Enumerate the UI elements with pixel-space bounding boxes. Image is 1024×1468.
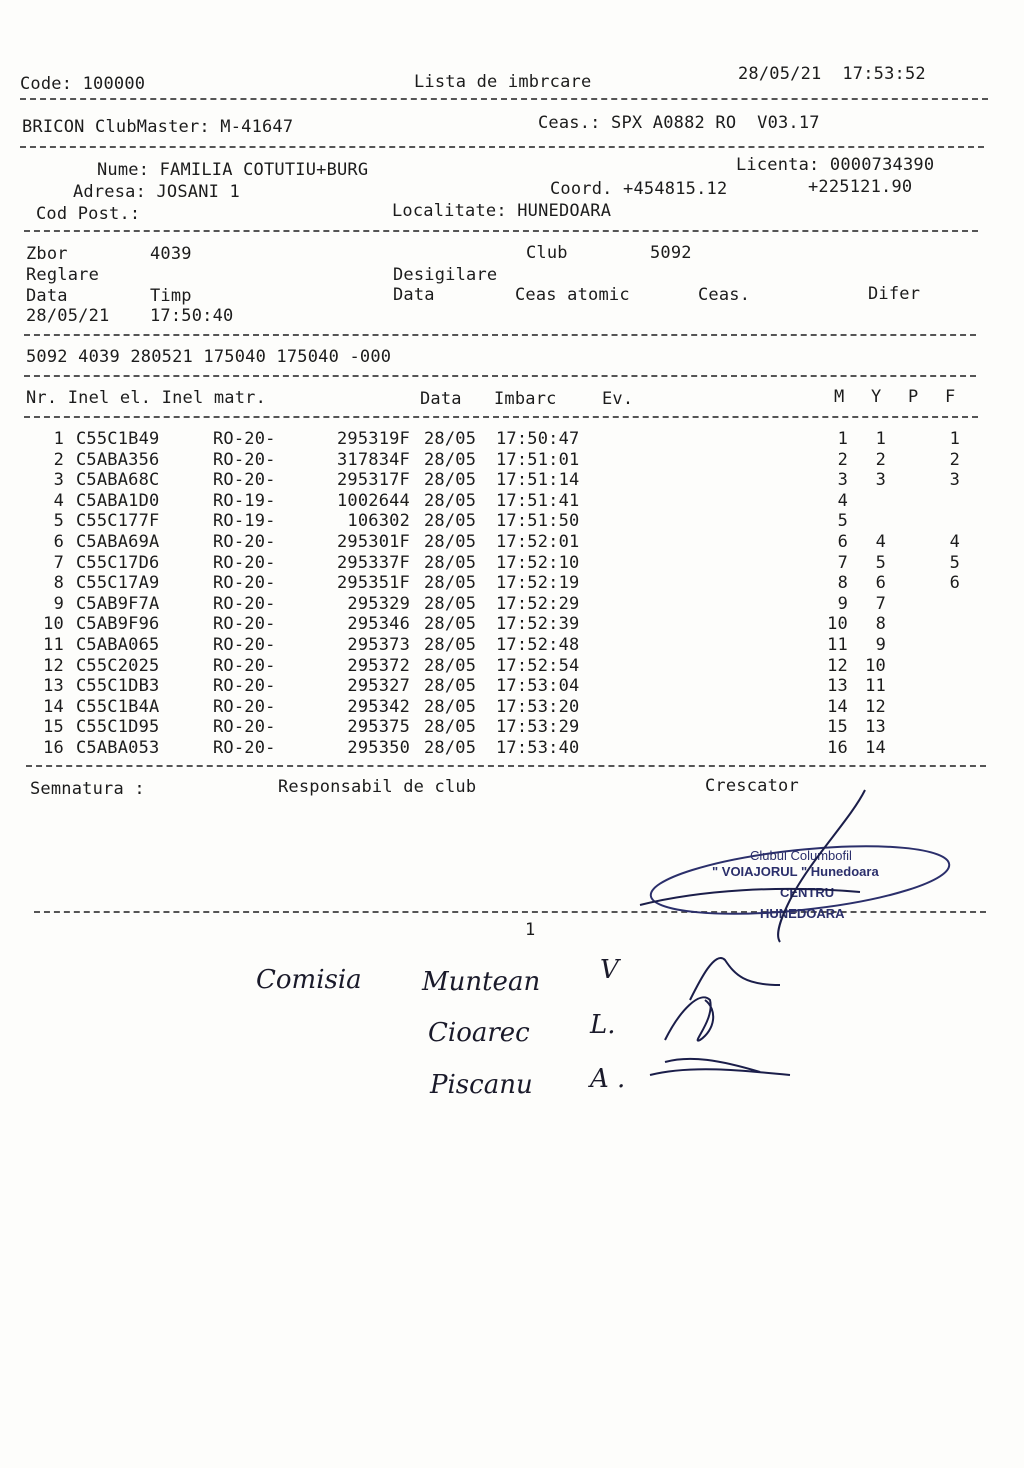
cell-el: C55C177F [76, 511, 160, 532]
cell-m: 1 [837, 429, 848, 449]
club-label: Club [526, 243, 568, 263]
cell-time: 17:52:10 [496, 552, 580, 573]
cell-y: 14 [865, 738, 886, 758]
cell-el: C55C2025 [76, 655, 160, 676]
cell-time: 17:52:29 [496, 593, 580, 614]
cell-nr: 16 [43, 738, 64, 758]
cell-f: 2 [949, 449, 960, 470]
cell-matr: 106302 [347, 511, 410, 532]
cell-prefix: RO-20- [213, 655, 276, 676]
cell-date: 28/05 [424, 696, 477, 717]
cell-prefix: RO-20- [213, 449, 276, 470]
club-responsible-label: Responsabil de club [278, 777, 477, 797]
cell-date: 28/05 [424, 573, 477, 594]
member-1-initial: V [600, 955, 619, 985]
cell-y: 3 [875, 470, 886, 491]
cell-el: C5ABA065 [76, 635, 160, 655]
owner-address: Adresa: JOSANI 1 [73, 182, 240, 202]
breeder-label: Crescator [705, 776, 799, 796]
cell-date: 28/05 [424, 738, 477, 758]
cell-matr: 295375 [347, 717, 410, 738]
clock-label: Ceas.: SPX A0882 RO V03.17 [538, 113, 820, 133]
cell-nr: 9 [53, 593, 64, 614]
table-header-rings: Nr. Inel el. Inel matr. [26, 388, 267, 408]
cell-date: 28/05 [424, 593, 477, 614]
cell-el: C5ABA053 [76, 738, 160, 758]
cell-time: 17:52:19 [496, 573, 580, 594]
data-label: Data [26, 286, 68, 306]
cell-date: 28/05 [424, 614, 477, 635]
cell-prefix: RO-20- [213, 552, 276, 573]
cell-matr: 295319F [336, 429, 410, 449]
cell-el: C55C1D95 [76, 717, 160, 738]
cell-nr: 5 [53, 511, 64, 532]
cell-time: 17:51:50 [496, 511, 580, 532]
cell-prefix: RO-20- [213, 676, 276, 697]
cell-time: 17:53:20 [496, 696, 580, 717]
commission-handwriting: Comisia [256, 965, 362, 995]
cell-m: 13 [827, 676, 848, 697]
cell-date: 28/05 [424, 470, 477, 491]
cell-prefix: RO-20- [213, 696, 276, 717]
flight-code-line: 5092 4039 280521 175040 175040 -000 [26, 347, 392, 367]
cell-matr: 295327 [347, 676, 410, 697]
cell-m: 3 [837, 470, 848, 491]
cell-f: 4 [949, 532, 960, 552]
cell-matr: 295317F [336, 470, 410, 491]
member-1-name: Muntean [422, 967, 541, 997]
document-title: Lista de imbrcare [414, 72, 592, 92]
timp-label: Timp [150, 286, 192, 306]
cell-m: 15 [827, 717, 848, 738]
cell-el: C5ABA1D0 [76, 490, 160, 511]
cell-el: C5ABA69A [76, 532, 160, 552]
cell-m: 14 [827, 696, 848, 717]
cell-date: 28/05 [424, 635, 477, 655]
cell-el: C5ABA68C [76, 470, 160, 491]
cell-nr: 13 [43, 676, 64, 697]
cell-matr: 295342 [347, 696, 410, 717]
member-3-initial: A . [590, 1064, 626, 1094]
cell-time: 17:51:41 [496, 490, 580, 511]
zbor-label: Zbor [26, 244, 68, 264]
cell-nr: 7 [53, 552, 64, 573]
cell-matr: 295301F [336, 532, 410, 552]
cell-m: 11 [827, 635, 848, 655]
table-header-f: F [945, 387, 956, 407]
cell-prefix: RO-19- [213, 490, 276, 511]
device-label: BRICON ClubMaster: M-41647 [22, 117, 294, 137]
cell-nr: 1 [53, 429, 64, 449]
table-header-y: Y [871, 387, 882, 407]
cell-prefix: RO-20- [213, 614, 276, 635]
license-number: Licenta: 0000734390 [736, 155, 935, 175]
set-time: 17:50:40 [150, 306, 234, 326]
cell-y: 13 [865, 717, 886, 738]
cell-prefix: RO-20- [213, 429, 276, 449]
cell-y: 2 [875, 449, 886, 470]
cell-nr: 10 [43, 614, 64, 635]
cell-time: 17:51:01 [496, 449, 580, 470]
cell-time: 17:53:04 [496, 676, 580, 697]
cell-matr: 1002644 [336, 490, 410, 511]
cell-prefix: RO-20- [213, 635, 276, 655]
cell-m: 6 [837, 532, 848, 552]
cell-f: 5 [949, 552, 960, 573]
cell-m: 10 [827, 614, 848, 635]
signature-label: Semnatura : [30, 779, 145, 799]
member-3-name: Piscanu [430, 1070, 533, 1100]
cell-date: 28/05 [424, 511, 477, 532]
cell-prefix: RO-20- [213, 738, 276, 758]
cell-time: 17:51:14 [496, 470, 580, 491]
club-value: 5092 [650, 243, 692, 263]
cell-date: 28/05 [424, 449, 477, 470]
cell-el: C5AB9F7A [76, 593, 160, 614]
cell-time: 17:53:29 [496, 717, 580, 738]
cell-matr: 295350 [347, 738, 410, 758]
cell-matr: 295373 [347, 635, 410, 655]
cell-date: 28/05 [424, 676, 477, 697]
cell-matr: 295351F [336, 573, 410, 594]
cell-date: 28/05 [424, 655, 477, 676]
cell-m: 5 [837, 511, 848, 532]
cell-y: 5 [875, 552, 886, 573]
table-header-ev: Ev. [602, 389, 634, 409]
member-2-name: Cioarec [428, 1018, 530, 1048]
cell-prefix: RO-20- [213, 532, 276, 552]
stamp-line-3: CENTRU [780, 885, 835, 900]
cell-nr: 14 [43, 696, 64, 717]
cell-nr: 6 [53, 532, 64, 552]
page-number: 1 [525, 920, 536, 940]
coordinates-lon: +225121.90 [808, 177, 913, 197]
coordinates-lat: Coord. +454815.12 [550, 179, 728, 199]
cell-prefix: RO-20- [213, 717, 276, 738]
cell-el: C5AB9F96 [76, 614, 160, 635]
cell-nr: 4 [53, 490, 64, 511]
cell-prefix: RO-20- [213, 470, 276, 491]
cell-f: 3 [949, 470, 960, 491]
locality-label: Localitate: HUNEDOARA [392, 201, 612, 221]
cell-date: 28/05 [424, 490, 477, 511]
cell-nr: 11 [43, 635, 64, 655]
cell-matr: 317834F [336, 449, 410, 470]
cell-nr: 3 [53, 470, 64, 491]
zbor-value: 4039 [150, 244, 192, 264]
cell-m: 4 [837, 490, 848, 511]
cell-m: 16 [827, 738, 848, 758]
cell-m: 12 [827, 655, 848, 676]
cell-m: 7 [837, 552, 848, 573]
cell-time: 17:53:40 [496, 738, 580, 758]
cell-f: 6 [949, 573, 960, 594]
cell-matr: 295372 [347, 655, 410, 676]
cell-el: C55C1B4A [76, 696, 160, 717]
cell-nr: 12 [43, 655, 64, 676]
cell-y: 1 [875, 429, 886, 449]
cell-m: 9 [837, 593, 848, 614]
atomic-clock-label: Ceas atomic [515, 285, 630, 305]
print-datetime: 28/05/21 17:53:52 [738, 64, 926, 84]
cell-y: 9 [875, 635, 886, 655]
reglare-label: Reglare [26, 265, 100, 285]
owner-name: Nume: FAMILIA COTUTIU+BURG [97, 160, 369, 180]
cell-el: C55C1DB3 [76, 676, 160, 697]
cell-matr: 295337F [336, 552, 410, 573]
cell-prefix: RO-20- [213, 573, 276, 594]
code-label: Code: 100000 [20, 74, 146, 94]
cell-y: 4 [875, 532, 886, 552]
cell-y: 11 [865, 676, 886, 697]
desigilare-label: Desigilare [393, 265, 498, 285]
cell-m: 8 [837, 573, 848, 594]
cell-el: C55C17D6 [76, 552, 160, 573]
clock-column-label: Ceas. [698, 285, 751, 305]
cell-el: C5ABA356 [76, 449, 160, 470]
cell-date: 28/05 [424, 429, 477, 449]
data-label-2: Data [393, 285, 435, 305]
cell-time: 17:52:01 [496, 532, 580, 552]
commission-signatures [650, 958, 790, 1075]
cell-f: 1 [949, 429, 960, 449]
cell-date: 28/05 [424, 552, 477, 573]
stamp-line-1: Clubul Columbofil [750, 848, 852, 863]
cell-y: 8 [875, 614, 886, 635]
cell-date: 28/05 [424, 717, 477, 738]
cell-prefix: RO-20- [213, 593, 276, 614]
stamp-line-4: HUNEDOARA [760, 906, 845, 921]
cell-nr: 2 [53, 449, 64, 470]
cell-date: 28/05 [424, 532, 477, 552]
cell-el: C55C1B49 [76, 429, 160, 449]
stamp-line-2: " VOIAJORUL " Hunedoara [712, 864, 879, 879]
cell-y: 7 [875, 593, 886, 614]
table-header-p: P [908, 387, 919, 407]
cell-time: 17:52:54 [496, 655, 580, 676]
cell-time: 17:50:47 [496, 429, 580, 449]
cell-y: 10 [865, 655, 886, 676]
cell-prefix: RO-19- [213, 511, 276, 532]
cell-nr: 8 [53, 573, 64, 594]
table-header-date: Data [420, 389, 462, 409]
cell-time: 17:52:48 [496, 635, 580, 655]
cell-y: 6 [875, 573, 886, 594]
cell-y: 12 [865, 696, 886, 717]
table-header-m: M [834, 387, 845, 407]
cell-el: C55C17A9 [76, 573, 160, 594]
difference-label: Difer [868, 284, 921, 304]
cell-nr: 15 [43, 717, 64, 738]
set-date: 28/05/21 [26, 306, 110, 326]
postal-code-label: Cod Post.: [36, 204, 141, 224]
table-header-boarding: Imbarc [494, 389, 557, 409]
cell-matr: 295329 [347, 593, 410, 614]
member-2-initial: L. [590, 1010, 616, 1040]
cell-time: 17:52:39 [496, 614, 580, 635]
cell-matr: 295346 [347, 614, 410, 635]
cell-m: 2 [837, 449, 848, 470]
